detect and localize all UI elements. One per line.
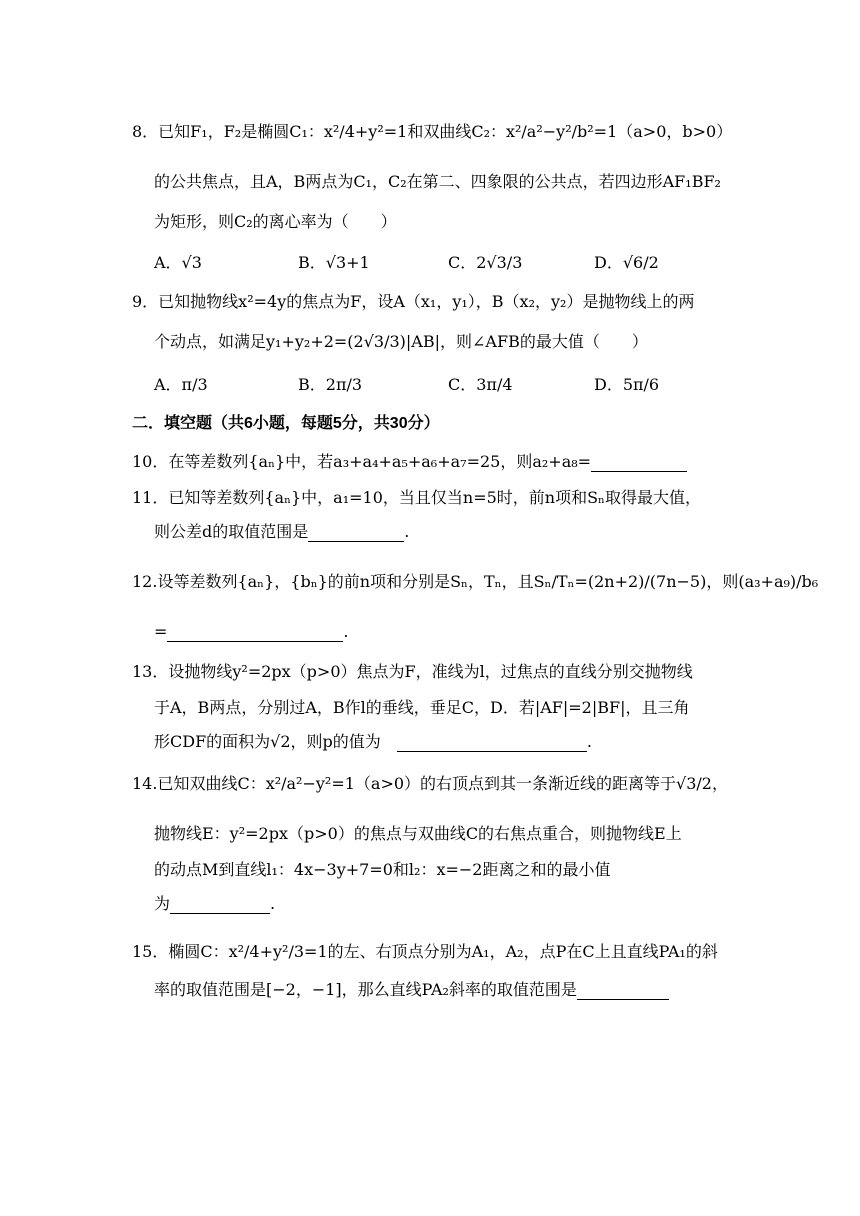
q12-line2: = .	[154, 622, 349, 641]
q9-option-d: D．5π/6	[594, 375, 660, 394]
q14-line2: 抛物线E：y²=2px（p>0）的焦点与双曲线C的右焦点重合，则抛物线E上	[154, 824, 682, 843]
q15-text: 率的取值范围是[−2，−1]，那么直线PA₂斜率的取值范围是	[154, 980, 577, 999]
q8-line2: 的公共焦点，且A，B两点为C₁，C₂在第二、四象限的公共点，若四边形AF₁BF₂	[154, 172, 721, 191]
q14-line1: 14.已知双曲线C：x²/a²−y²=1（a>0）的右顶点到其一条渐近线的距离等于√3/2，	[132, 774, 728, 793]
q15-line1: 15．椭圆C：x²/4+y²/3=1的左、右顶点分别为A₁，A₂，点P在C上且直线PA₁的斜	[132, 942, 718, 961]
q15-line2	[154, 970, 669, 1010]
q8-option-a: A．√3	[154, 253, 202, 272]
q13-answer-blank[interactable]	[397, 733, 587, 752]
q12-line1: 12.设等差数列{aₙ}，{bₙ}的前n项和分别是Sₙ，Tₙ，且Sₙ/Tₙ=(2n+2)/(7n−5)，则(a₃+a₉)/b₆	[132, 572, 819, 591]
q10-text: 10．在等差数列{aₙ}中，若a₃+a₄+a₅+a₆+a₇=25，则a₂+a₈=	[132, 452, 592, 471]
q15-answer-blank[interactable]	[577, 981, 669, 1000]
q11-line2: 则公差d的取值范围是 .	[154, 522, 410, 541]
q8-option-c: C．2√3/3	[448, 253, 523, 272]
q13-text: 形CDF的面积为√2，则p的值为	[154, 732, 381, 751]
q14-line4: 为 .	[154, 894, 276, 913]
q10-line1	[132, 442, 687, 482]
q9-line1: 9．已知抛物线x²=4y的焦点为F，设A（x₁，y₁），B（x₂，y₂）是抛物线上的两	[132, 292, 695, 311]
q11-answer-blank[interactable]	[308, 523, 404, 542]
q9-line2: 个动点，如满足y₁+y₂+2=(2√3/3)|AB|，则∠AFB的最大值（ ）	[154, 332, 648, 351]
q11-text: 则公差d的取值范围是	[154, 522, 309, 541]
q9-option-a: A．π/3	[154, 375, 208, 394]
q8-line1: 8．已知F₁，F₂是椭圆C₁：x²/4+y²=1和双曲线C₂：x²/a²−y²/b²=1（a>0，b>0）	[132, 122, 733, 141]
q13-line1: 13．设抛物线y²=2px（p>0）焦点为F，准线为l，过焦点的直线分别交抛物线	[132, 662, 693, 681]
q12-answer-blank[interactable]	[167, 623, 343, 642]
q13-line2: 于A，B两点，分别过A，B作l的垂线，垂足C，D．若|AF|=2|BF|，且三角	[154, 698, 690, 717]
q11-line1: 11．已知等差数列{aₙ}中，a₁=10，当且仅当n=5时，前n项和Sₙ取得最大值，	[132, 488, 701, 507]
q10-answer-blank[interactable]	[591, 453, 687, 472]
q12-text: =	[154, 622, 168, 641]
q13-line3: 形CDF的面积为√2，则p的值为 .	[154, 732, 592, 751]
q14-line3: 的动点M到直线l₁：4x−3y+7=0和l₂：x=−2距离之和的最小值	[154, 860, 611, 879]
q8-option-d: D．√6/2	[594, 253, 659, 272]
q8-option-b: B．√3+1	[298, 253, 370, 272]
section-heading: 二．填空题（共6小题，每题5分，共30分）	[132, 415, 440, 432]
q14-text: 为	[154, 894, 171, 913]
q9-option-b: B．2π/3	[298, 375, 363, 394]
q14-answer-blank[interactable]	[170, 895, 270, 914]
q9-option-c: C．3π/4	[448, 375, 513, 394]
q8-line3: 为矩形，则C₂的离心率为（ ）	[154, 212, 397, 231]
